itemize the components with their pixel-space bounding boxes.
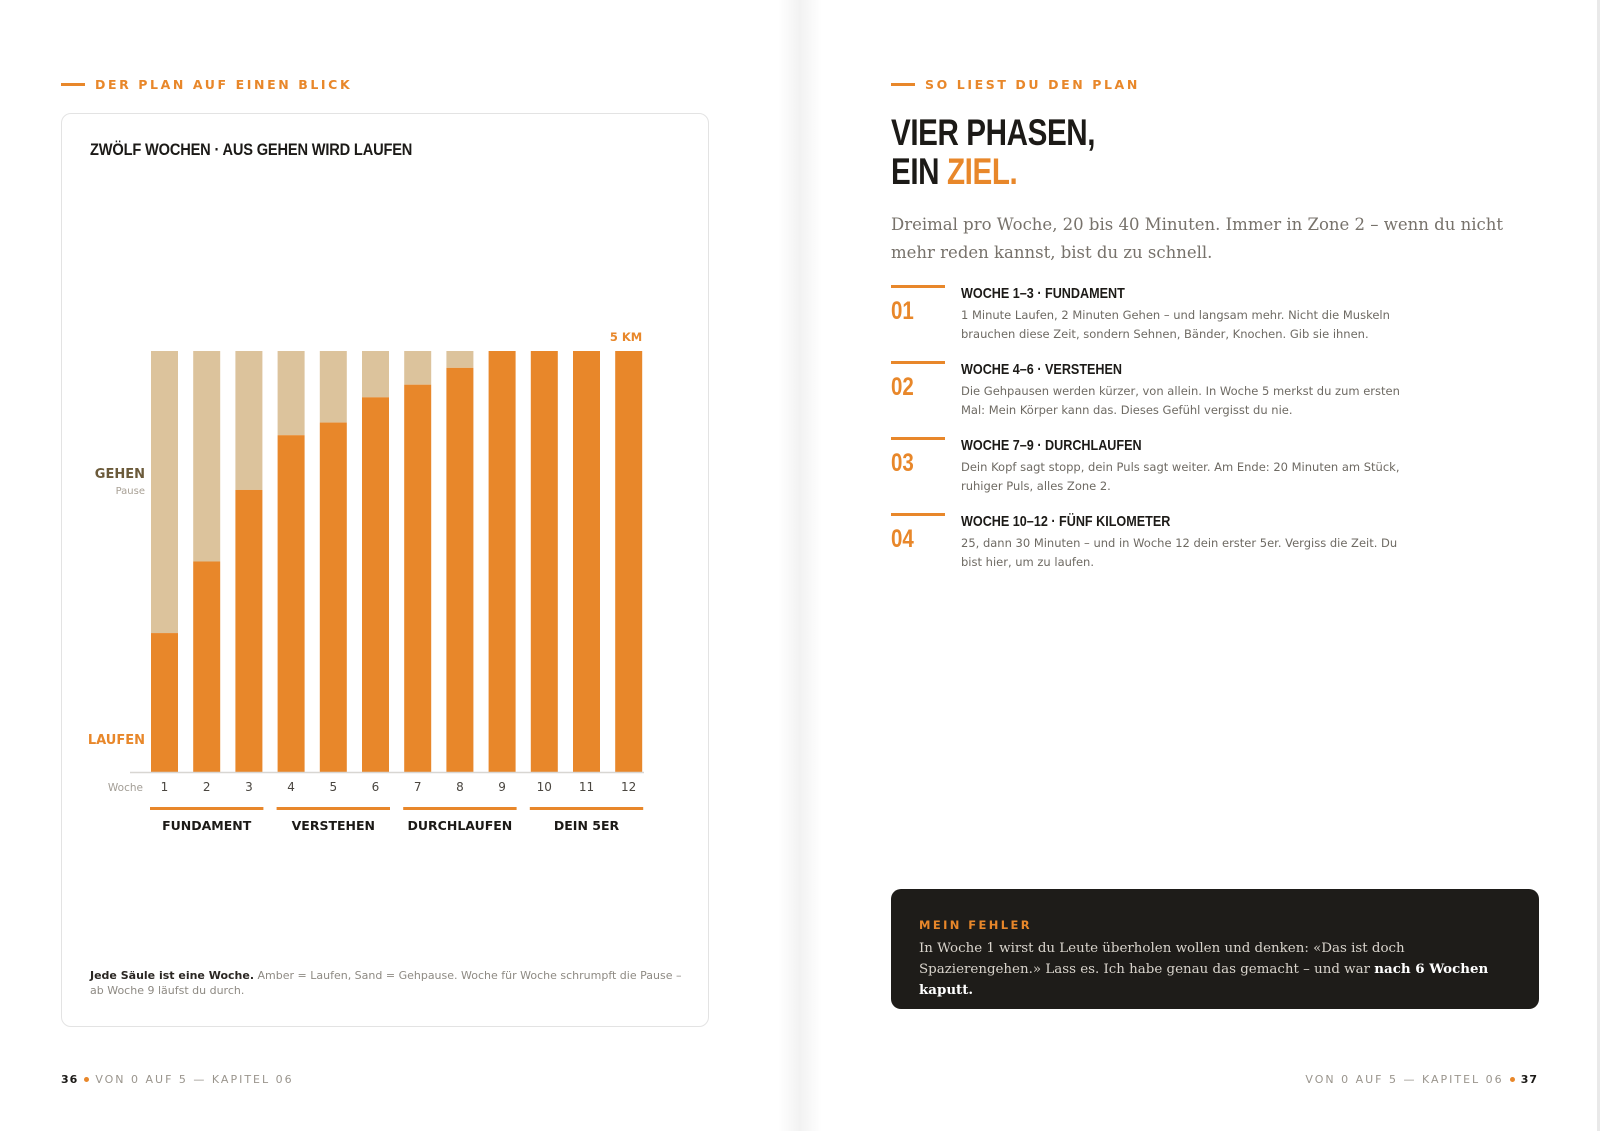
right-kicker — [891, 77, 1140, 92]
headline-line2 — [891, 152, 1095, 191]
left-kicker-label: DER PLAN AUF EINEN BLICK — [95, 77, 353, 92]
phase-title: WOCHE 4–6 · VERSTEHEN — [961, 361, 1123, 378]
bar-walk-segment — [278, 351, 305, 435]
phase-rule — [891, 437, 945, 440]
phase-label: DEIN 5ER — [553, 818, 620, 833]
phase-bracket — [530, 807, 643, 810]
mistake-callout — [891, 889, 1539, 1009]
phase-bracket — [150, 807, 263, 810]
phase-text: Die Gehpausen werden kürzer, von allein. In Woche 5 merkst du zum ersten Mal: Mein Körper kann das. Dieses Gefühl vergisst du nie. — [961, 384, 1400, 417]
chart-note — [90, 968, 690, 998]
goal-annotation: 5 KM — [609, 330, 643, 344]
phase-number: 02 — [891, 373, 914, 401]
phase-title: WOCHE 10–12 · FÜNF KILOMETER — [961, 513, 1171, 530]
lead-paragraph: Dreimal pro Woche, 20 bis 40 Minuten. Immer in Zone 2 – wenn du nicht mehr reden kannst, bist du zu schnell. — [891, 215, 1504, 262]
bar-run-segment — [404, 385, 431, 772]
headline-accent: ZIEL. — [946, 151, 1018, 192]
x-tick-label: 7 — [413, 780, 422, 794]
phase-number: 03 — [891, 449, 914, 477]
chart-note-text: Amber = Laufen, Sand = Gehpause. Woche für Woche schrumpft die Pause – ab Woche 9 läufst du durch. — [90, 969, 682, 997]
bar-run-segment — [193, 562, 220, 773]
chart-note-bold: Jede Säule ist eine Woche. — [90, 969, 255, 982]
callout-text — [919, 939, 1519, 1001]
bar-run-segment — [278, 435, 305, 772]
bar-walk-segment — [320, 351, 347, 423]
phase-text: 1 Minute Laufen, 2 Minuten Gehen – und langsam mehr. Nicht die Muskeln brauchen diese Zeit, sondern Sehnen, Bänder, Knochen. Gib sie ihnen. — [961, 308, 1390, 341]
right-footer — [1305, 1073, 1538, 1086]
right-kicker-label: SO LIEST DU DEN PLAN — [925, 77, 1140, 92]
bar-run-segment — [531, 351, 558, 772]
laufen-series-label: LAUFEN — [87, 733, 145, 749]
headline-line2-text: EIN — [891, 151, 947, 192]
x-tick-label: 2 — [202, 780, 211, 794]
phase-rule — [891, 285, 945, 288]
phase-bracket — [277, 807, 390, 810]
phase-title: WOCHE 7–9 · DURCHLAUFEN — [961, 437, 1142, 454]
footer-dot — [84, 1077, 89, 1082]
phase-number: 04 — [891, 525, 914, 553]
right-footer-text: VON 0 AUF 5 — KAPITEL 06 — [1305, 1073, 1504, 1086]
callout-emphasis: nach 6 Wochen kaputt. — [919, 961, 1489, 998]
phase-label: VERSTEHEN — [291, 818, 375, 833]
chart-title: ZWÖLF WOCHEN · AUS GEHEN WIRD LAUFEN — [90, 140, 413, 159]
x-tick-label: 1 — [160, 780, 169, 794]
bar-run-segment — [151, 633, 178, 772]
x-tick-label: 4 — [287, 780, 295, 794]
gehen-sublabel: Pause — [115, 485, 145, 497]
x-tick-label: 10 — [536, 780, 552, 794]
book-gutter — [778, 0, 822, 1131]
x-tick-label: 3 — [245, 780, 253, 794]
x-tick-label: 8 — [456, 780, 464, 794]
x-axis-label: Woche — [107, 782, 143, 794]
headline — [891, 113, 1095, 191]
kicker-rule — [891, 83, 915, 86]
phase-label: DURCHLAUFEN — [407, 818, 513, 833]
phase-number: 01 — [891, 297, 914, 325]
phase-text: 25, dann 30 Minuten – und in Woche 12 dein erster 5er. Vergiss die Zeit. Du bist hier, um zu laufen. — [961, 536, 1398, 569]
phase-bracket — [403, 807, 516, 810]
bar-run-segment — [573, 351, 600, 772]
phase-title: WOCHE 1–3 · FUNDAMENT — [961, 285, 1125, 302]
callout-body: In Woche 1 wirst du Leute überholen wollen und denken: «Das ist doch Spazierengehen.» Lass es. Ich habe genau das gemacht – und war — [919, 941, 1405, 977]
phase-text: Dein Kopf sagt stopp, dein Puls sagt weiter. Am Ende: 20 Minuten am Stück, ruhiger Puls, alles Zone 2. — [961, 460, 1400, 493]
footer-dot — [1510, 1077, 1515, 1082]
phase-item — [891, 285, 1541, 355]
left-kicker — [61, 77, 352, 92]
page-number-right: 37 — [1520, 1073, 1538, 1086]
phase-label: FUNDAMENT — [162, 818, 252, 833]
phase-item — [891, 361, 1541, 431]
bar-walk-segment — [193, 351, 220, 562]
bar-run-segment — [446, 368, 473, 772]
callout-tag: MEIN FEHLER — [919, 918, 1032, 932]
bar-chart — [62, 114, 710, 944]
bar-walk-segment — [235, 351, 262, 490]
bar-run-segment — [320, 423, 347, 772]
left-footer — [61, 1073, 294, 1086]
x-tick-label: 6 — [371, 780, 380, 794]
phase-rule — [891, 361, 945, 364]
left-footer-text: VON 0 AUF 5 — KAPITEL 06 — [95, 1073, 294, 1086]
page-number-left: 36 — [61, 1073, 79, 1086]
x-tick-label: 11 — [578, 780, 595, 794]
kicker-rule — [61, 83, 85, 86]
phase-item — [891, 437, 1541, 507]
bar-run-segment — [489, 351, 516, 772]
bar-run-segment — [362, 397, 389, 772]
phase-rule — [891, 513, 945, 516]
bar-run-segment — [615, 351, 642, 772]
phase-item — [891, 513, 1541, 583]
chart-card — [61, 113, 709, 1027]
bar-walk-segment — [151, 351, 178, 633]
headline-line1: VIER PHASEN, — [891, 112, 1096, 153]
bar-run-segment — [235, 490, 262, 772]
bar-walk-segment — [446, 351, 473, 368]
x-tick-label: 12 — [621, 780, 637, 794]
x-tick-label: 9 — [498, 780, 506, 794]
gehen-series-label: GEHEN — [94, 466, 145, 482]
x-tick-label: 5 — [329, 780, 338, 794]
bar-walk-segment — [404, 351, 431, 385]
bar-walk-segment — [362, 351, 389, 397]
